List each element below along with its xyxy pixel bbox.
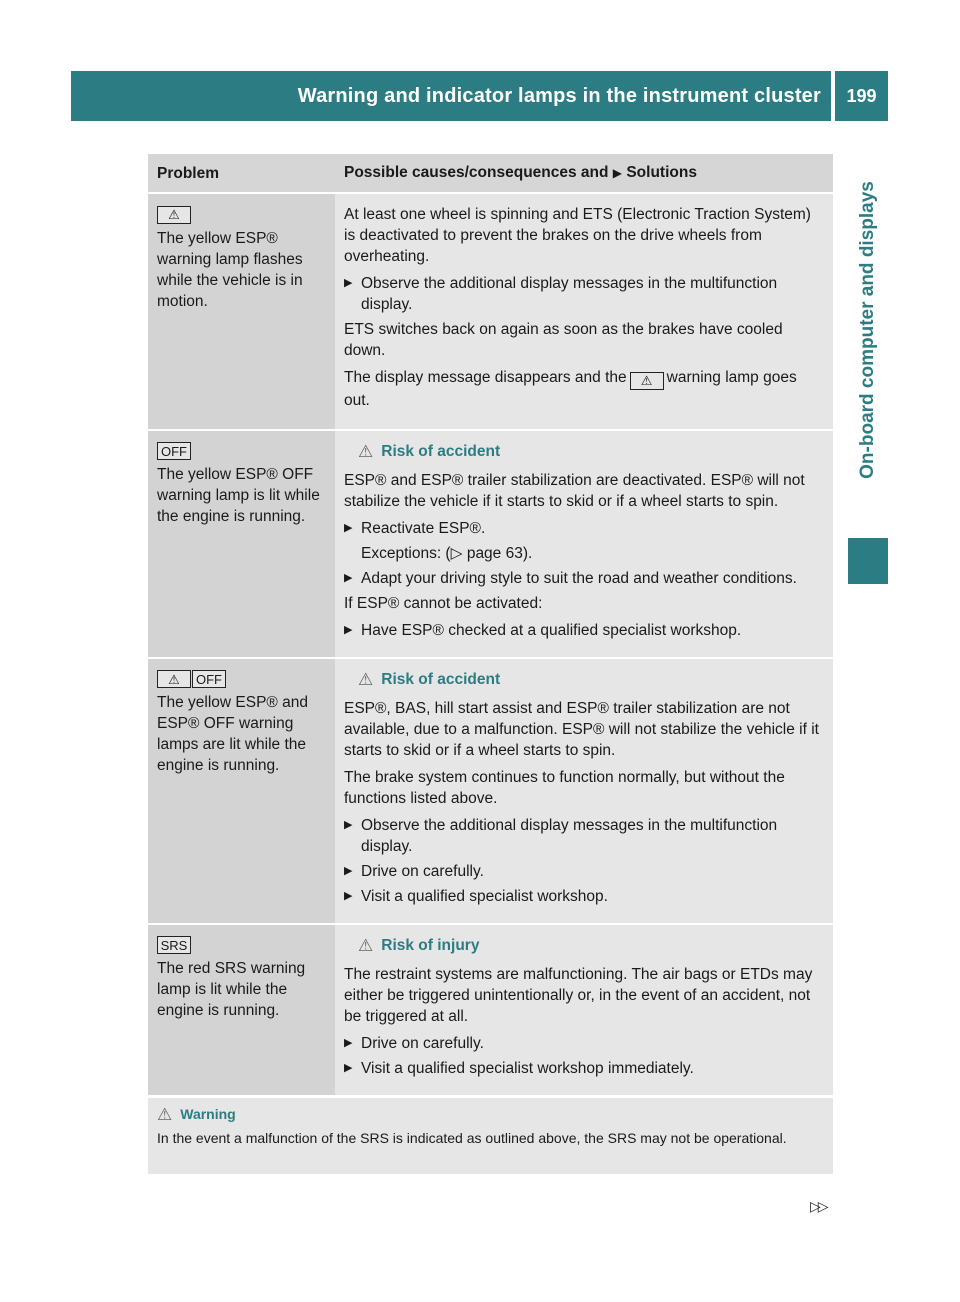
header-bar [71, 71, 831, 121]
warning-box [148, 1098, 833, 1174]
arrow-icon: ▶ [344, 864, 353, 877]
problem-text: The yellow ESP® and ESP® OFF warning lamps are lit while the engine is running. [157, 694, 308, 774]
esp-warning-icon: ⚠ [157, 670, 191, 688]
arrow-icon: ▶ [344, 818, 353, 831]
table-row [148, 430, 833, 658]
list-item: ▶ Drive on carefully. [344, 862, 484, 880]
problem-text: The red SRS warning lamp is lit while the engine is running. [157, 960, 306, 1019]
list-item: ▶ Observe the additional display messages in the multifunction display. [344, 816, 778, 855]
list-item: ▶ Drive on carefully. [344, 1034, 484, 1052]
problem-cell [148, 430, 335, 658]
esp-warning-icon: ⚠ [630, 372, 664, 390]
solution-cell: ⚠ Risk of injury The restraint systems are malfunctioning. The air bags or ETDs may either be triggered unintentionally or, in the event of an accident, not be triggered at all. ▶ Drive on carefully. ▶ Visit a qualified specialist workshop immediately. [335, 924, 833, 1095]
arrow-icon: ▶ [344, 1036, 353, 1049]
risk-heading: ⚠ Risk of accident [358, 441, 501, 461]
problem-text: The yellow ESP® OFF warning lamp is lit while the engine is running. [157, 466, 320, 525]
continued-marker: ▷▷ [810, 1198, 826, 1214]
list-item: ▶ Visit a qualified specialist workshop immediately. [344, 1059, 694, 1077]
arrow-icon: ▶ [344, 277, 353, 289]
solution-cell: ⚠ Risk of accident ESP®, BAS, hill start assist and ESP® trailer stabilization are not available, due to a malfunction. ESP® will not stabilize the vehicle if it starts to skid or if a wheel starts to spin. The brake system continues to function normally, but without the functions listed above. ▶ Observe the additional display messages in the multifunction display. ▶ Drive on carefully. ▶ Visit a qualified specialist workshop. [335, 658, 833, 924]
warning-triangle-icon: ⚠ [358, 441, 374, 461]
risk-heading: ⚠ Risk of accident [358, 669, 501, 689]
srs-airbag-icon: SRS [157, 936, 191, 954]
warning-triangle-icon: ⚠ [358, 669, 374, 689]
table-row [148, 658, 833, 924]
problem-cell [148, 924, 335, 1095]
risk-heading: ⚠ Risk of injury [358, 935, 480, 955]
warning-text: In the event a malfunction of the SRS is indicated as outlined above, the SRS may not be operational. [157, 1130, 787, 1146]
esp-off-icon: OFF [192, 670, 226, 688]
table-row [148, 193, 833, 430]
solution-cell: At least one wheel is spinning and ETS (Electronic Traction System) is deactivated to prevent the brakes on the drive wheels from overheating. ▶ Observe the additional display messages in the multifunction display. ETS switches back on again as soon as the brakes have cooled down. The display message disappears and the ⚠ warning lamp goes out. [335, 193, 833, 430]
table-row [148, 924, 833, 1095]
esp-off-icon: OFF [157, 442, 191, 460]
page-title: Warning and indicator lamps in the instrument cluster [297, 84, 821, 107]
list-item: ▶ Visit a qualified specialist workshop. [344, 887, 608, 905]
solution-cell: ⚠ Risk of accident ESP® and ESP® trailer stabilization are deactivated. ESP® will not stabilize the vehicle if it starts to skid or if a wheel starts to spin. ▶ Reactivate ESP®. Exceptions: (▷ page 63). ▶ Adapt your driving style to suit the road and weather conditions. If ESP® cannot be activated: ▶ Have ESP® checked at a qualified specialist workshop. [335, 430, 833, 658]
col-solutions: Possible causes/consequences and ▶ Solutions [335, 154, 833, 193]
esp-warning-icon: ⚠ [157, 206, 191, 224]
lamp-table [148, 154, 833, 1095]
problem-cell [148, 193, 335, 430]
side-tab-label: On-board computer and displays [857, 181, 878, 479]
page-number: 199 [835, 71, 888, 121]
list-item: ▶ Observe the additional display messages in the multifunction display. [344, 275, 778, 313]
col-problem: Problem [148, 154, 335, 193]
list-item: ▶ Have ESP® checked at a qualified specialist workshop. [344, 621, 742, 639]
list-item: ▶ Reactivate ESP®. [344, 519, 486, 537]
side-tab-marker [848, 538, 888, 584]
arrow-icon: ▶ [344, 889, 353, 902]
arrow-icon: ▶ [344, 623, 353, 636]
warning-triangle-icon: ⚠ [358, 935, 374, 955]
warning-heading: ⚠ Warning [157, 1105, 236, 1124]
arrow-icon: ▶ [344, 521, 353, 534]
side-tab [848, 125, 888, 535]
arrow-icon: ▶ [344, 1061, 353, 1074]
warning-triangle-icon: ⚠ [157, 1105, 173, 1124]
arrow-icon: ▶ [344, 571, 353, 584]
solution-arrow-icon: ▶ [612, 166, 623, 180]
list-item: ▶ Adapt your driving style to suit the road and weather conditions. [344, 569, 797, 587]
problem-cell [148, 658, 335, 924]
problem-text: The yellow ESP® warning lamp flashes while the vehicle is in motion. [157, 229, 303, 310]
